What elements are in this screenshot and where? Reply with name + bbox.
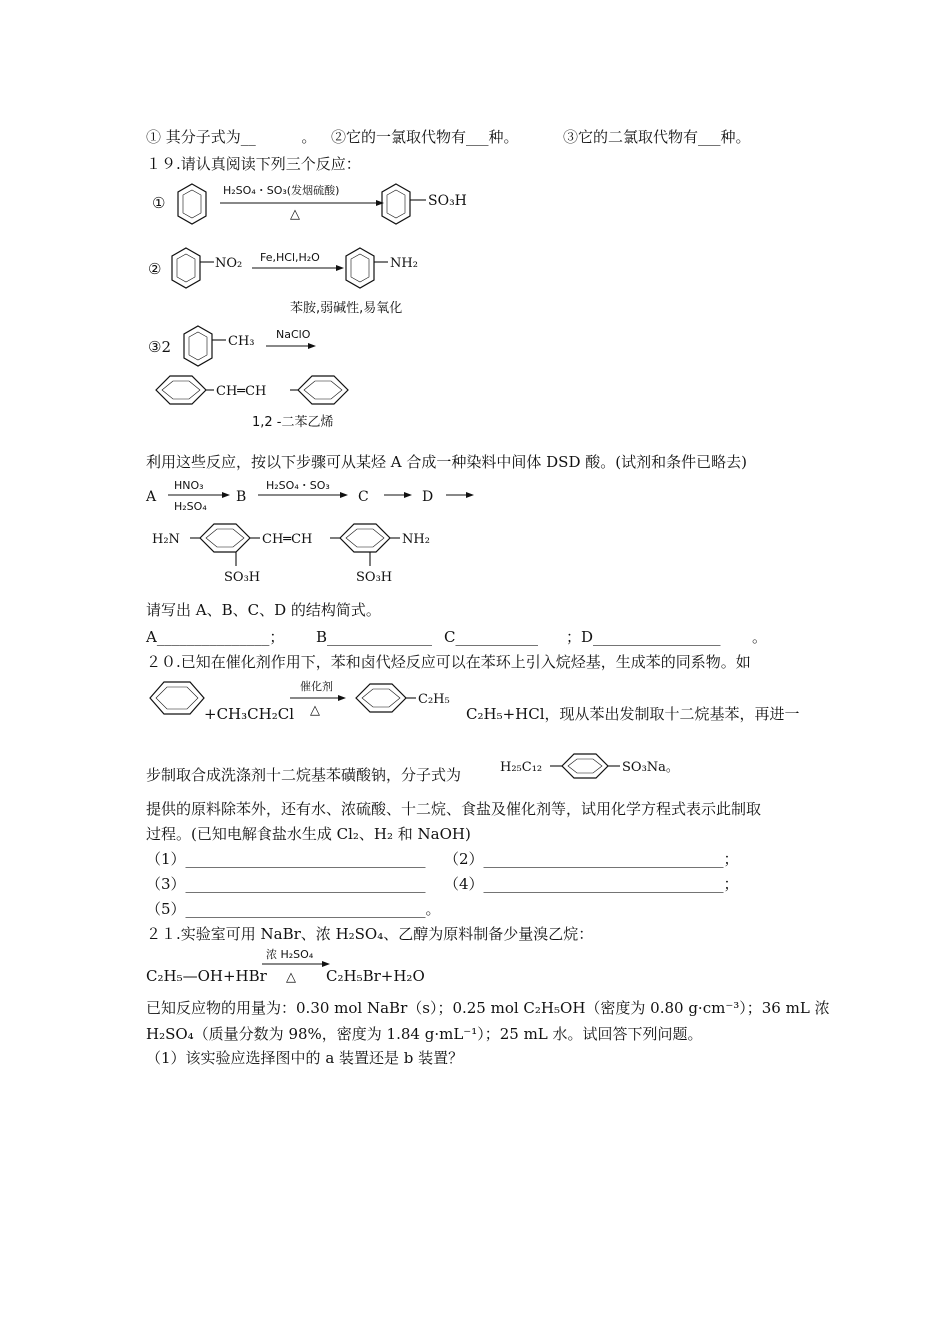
answer-blank-B[interactable]: B______________ [316,628,433,646]
q20-reactant: +CH₃CH₂Cl [204,705,294,723]
q20-condition-bottom: △ [310,703,320,718]
q19-reactions-figure [140,174,520,434]
compound-D: D [422,489,434,505]
formula-alkyl-chain: H₂₅C₁₂ [500,760,543,775]
reaction-2-note: 苯胺,弱碱性,易氧化 [290,301,403,316]
benzene-ring-icon [298,376,348,404]
q20-answer-blank-2[interactable]: （2）________________________________； [444,850,739,868]
q19-ask: 请写出 A、B、C、D 的结构简式。 [146,601,381,619]
q21-intro: ２１.实验室可用 NaBr、浓 H₂SO₄、乙醇为原料制备少量溴乙烷： [146,925,594,943]
q18-subquestion-2: ②它的一氯取代物有___种。 [331,128,519,146]
dsd-left-group: H₂N [152,532,180,547]
q20-line3: 提供的原料除苯外，还有水、浓硫酸、十二烷、食盐及催化剂等，试用化学方程式表示此制取 [146,800,762,818]
q20-answer-blank-4[interactable]: （4）________________________________； [444,875,739,893]
dsd-vinylene: CH═CH [262,532,313,547]
benzene-ring-icon [156,376,206,404]
benzene-ring-icon [356,684,406,712]
answer-blank-A[interactable]: A_______________； [146,628,285,646]
q21-condition-bottom: △ [286,970,296,985]
answer-blank-C[interactable]: C___________ [444,628,538,646]
dsd-sulfonic-group-2: SO₃H [356,570,393,585]
benzene-ring-icon [200,524,250,552]
compound-B: B [236,489,247,505]
reaction-3-product-name: 1,2 -二苯乙烯 [252,415,334,430]
benzene-ring-icon [340,524,390,552]
reaction-1-product-group: SO₃H [428,193,467,209]
q21-line1: 已知反应物的用量为：0.30 mol NaBr（s）；0.25 mol C₂H₅OH（密度为 0.80 g·cm⁻³）；36 mL 浓 [146,999,830,1017]
reaction-1-condition-top: H₂SO₄・SO₃(发烟硫酸) [223,184,340,197]
reaction-2-condition: Fe,HCl,H₂O [260,251,320,264]
compound-C: C [358,489,369,505]
q20-reaction-figure [140,676,470,726]
q20-product-group: C₂H₅ [418,692,450,707]
q18-subquestion-1: ① 其分子式为__ 。 [146,128,317,146]
reaction-3-number: ③2 [148,338,171,356]
q20-line2: 步制取合成洗涤剂十二烷基苯磺酸钠，分子式为 [146,766,462,784]
benzene-ring-icon [562,754,608,778]
q19-synthesis-sequence [140,476,500,516]
q19-description: 利用这些反应，按以下步骤可从某烃 A 合成一种染料中间体 DSD 酸。(试剂和条件已略去) [146,453,747,471]
sequence-condition-2-top: H₂SO₄・SO₃ [266,479,330,492]
reaction-3-condition: NaClO [276,328,311,341]
reaction-3-product-linkage: CH═CH [216,384,267,399]
q18-subquestion-3: ③它的二氯取代物有___种。 [563,128,751,146]
q21-equation-right: C₂H₅Br+H₂O [326,967,425,985]
reaction-2-number: ② [148,260,162,278]
sequence-condition-1-top: HNO₃ [174,479,204,492]
answer-end: 。 [752,628,768,646]
formula-sulfonate-group: SO₃Na。 [622,760,679,775]
q20-answer-blank-5[interactable]: （5）________________________________。 [146,900,441,918]
q20-condition-top: 催化剂 [300,680,333,693]
q21-question-1: （1）该实验应选择图中的 a 装置还是 b 装置？ [146,1049,464,1067]
reaction-2-reactant-group: NO₂ [215,256,243,271]
q20-intro: ２０.已知在催化剂作用下，苯和卤代烃反应可以在苯环上引入烷烃基，生成苯的同系物。如 [146,653,751,671]
q20-answer-blank-3[interactable]: （3）________________________________ [146,875,426,893]
q20-line1-tail: C₂H₅+HCl，现从苯出发制取十二烷基苯，再进一 [466,705,800,723]
reaction-2-product-group: NH₂ [390,256,418,271]
sequence-condition-1-bottom: H₂SO₄ [174,500,207,513]
q19-intro: １９.请认真阅读下列三个反应： [146,155,361,173]
q20-detergent-formula [498,750,698,784]
compound-A: A [146,489,157,505]
q21-line2: H₂SO₄（质量分数为 98%，密度为 1.84 g·mL⁻¹）；25 mL 水。试回答下列问题。 [146,1025,703,1043]
q21-equation-left: C₂H₅—OH+HBr [146,967,267,985]
answer-blank-D[interactable]: ；D_________________ [566,628,721,646]
dsd-right-group: NH₂ [402,532,430,547]
reaction-1-condition-bottom: △ [290,207,300,222]
dsd-acid-structure [146,514,456,590]
reaction-1-number: ① [152,194,166,212]
reaction-3-reactant-group: CH₃ [228,334,255,349]
q21-condition-top: 浓 H₂SO₄ [266,948,314,961]
q20-line4: 过程。(已知电解食盐水生成 Cl₂、H₂ 和 NaOH) [146,825,471,843]
dsd-sulfonic-group-1: SO₃H [224,570,261,585]
q20-answer-blank-1[interactable]: （1）________________________________ [146,850,426,868]
